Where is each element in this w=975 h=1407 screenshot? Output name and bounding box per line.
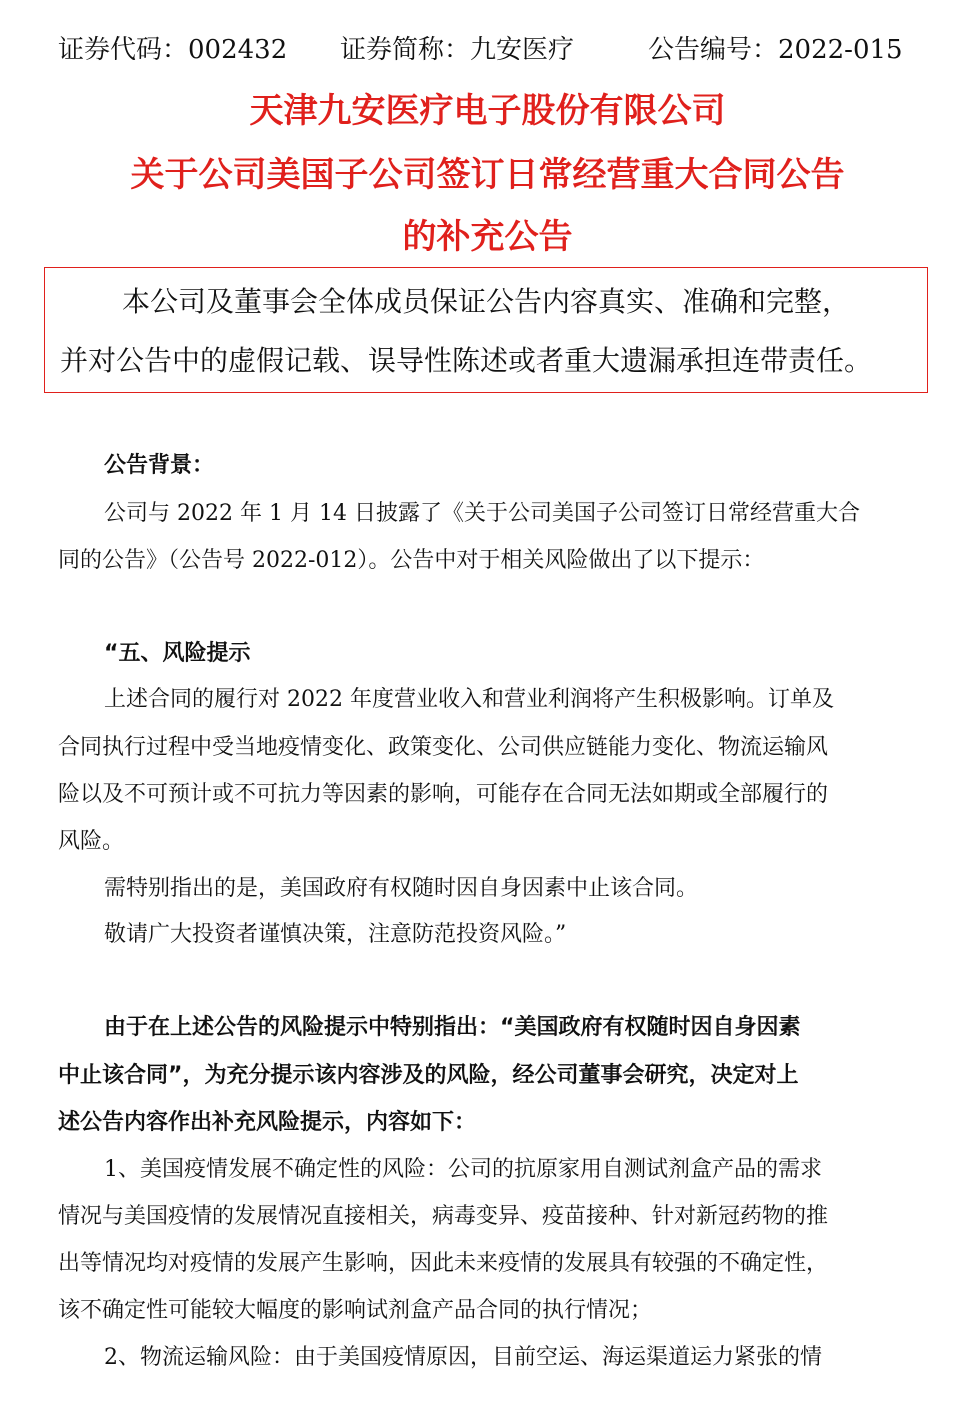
title-suffix: 的补充公告 (402, 217, 573, 257)
statement-line-2: 并对公告中的虚假记载、误导性陈述或者重大遗漏承担连带责任。 (60, 344, 873, 377)
title-subject: 关于公司美国子公司签订日常经营重大合同公告 (130, 155, 845, 195)
risk-item-2-line-1: 2、物流运输风险：由于美国疫情原因，目前空运、海运渠道运力紧张的情 (104, 1345, 822, 1370)
risk-warning-line-3: 险以及不可预计或不可抗力等因素的影响，可能存在合同无法如期或全部履行的 (58, 782, 829, 807)
stock-code: 证券代码：002432 (58, 35, 288, 65)
background-heading: 公告背景： (104, 453, 215, 478)
statement-line-1: 本公司及董事会全体成员保证公告内容真实、准确和完整， (122, 285, 851, 318)
stock-name: 证券简称：九安医疗 (340, 35, 575, 65)
risk-warning-line-4: 风险。 (58, 829, 125, 854)
risk-item-1-line-4: 该不确定性可能较大幅度的影响试剂盒产品合同的执行情况； (58, 1298, 653, 1323)
title-company: 天津九安医疗电子股份有限公司 (249, 91, 726, 131)
risk-item-1-line-3: 出等情况均对疫情的发展产生影响，因此未来疫情的发展具有较强的不确定性， (58, 1251, 829, 1276)
supplement-line-2: 中止该合同”，为充分提示该内容涉及的风险，经公司董事会研究，决定对上 (58, 1063, 799, 1088)
supplement-line-1: 由于在上述公告的风险提示中特别指出：“美国政府有权随时因自身因素 (104, 1015, 801, 1040)
risk-warning-heading: “五、风险提示 (104, 641, 251, 666)
risk-item-1-line-2: 情况与美国疫情的发展情况直接相关，病毒变异、疫苗接种、针对新冠药物的推 (58, 1204, 829, 1229)
document-header (58, 30, 928, 70)
risk-warning-line-2: 合同执行过程中受当地疫情变化、政策变化、公司供应链能力变化、物流运输风 (58, 735, 829, 760)
risk-warning-line-6: 敬请广大投资者谨慎决策，注意防范投资风险。” (104, 922, 567, 947)
announcement-number: 公告编号：2022-015 (648, 35, 903, 65)
risk-warning-line-5: 需特别指出的是，美国政府有权随时因自身因素中止该合同。 (104, 876, 699, 901)
background-line-2: 同的公告》（公告号 2022-012）。公告中对于相关风险做出了以下提示： (58, 548, 765, 573)
supplement-line-3: 述公告内容作出补充风险提示，内容如下： (58, 1110, 477, 1135)
background-line-1: 公司与 2022 年 1 月 14 日披露了《关于公司美国子公司签订日常经营重大合 (104, 501, 860, 526)
risk-item-1-line-1: 1、美国疫情发展不确定性的风险：公司的抗原家用自测试剂盒产品的需求 (104, 1157, 822, 1182)
risk-warning-line-1: 上述合同的履行对 2022 年度营业收入和营业利润将产生积极影响。订单及 (104, 687, 834, 712)
